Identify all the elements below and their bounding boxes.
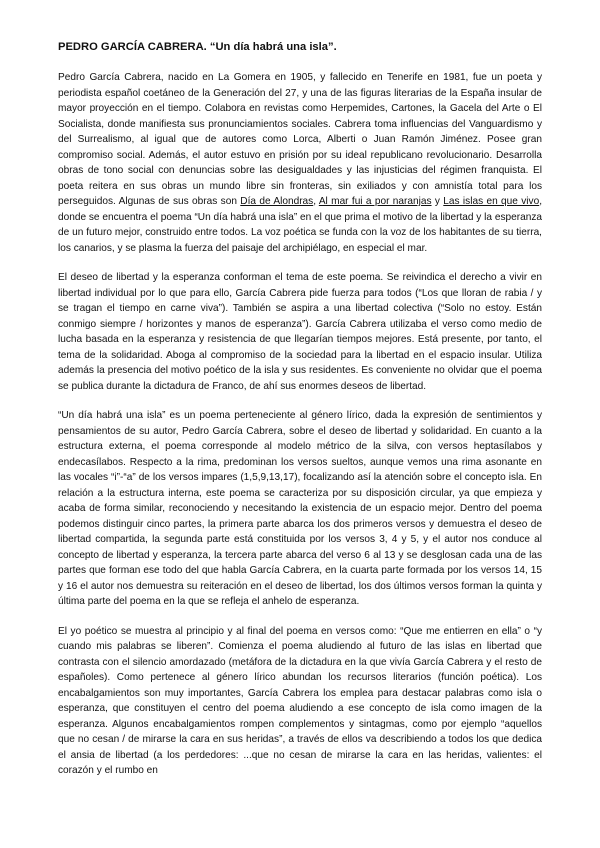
paragraph-biography-text: Pedro García Cabrera, nacido en La Gomera en 1905, y fallecido en Tenerife en 1981, fue un poeta y periodista español coetáneo de la Generación del 27, y una de las figuras literarias de la España insular de mayor proyección en el tiempo. Colabora en revistas como Herpemides, Cartones, la Gacela del Arte o El Socialista, donde manifiesta sus pronunciamientos sociales. Cabrera toma influencias del Vanguardismo y del Surrealismo, al igual que de autores como Lorca, Alberti o Juan Ramón Jiménez. Posee gran compromiso social. Además, el autor estuvo en prisión por su ideal republicano revolucionario. Desarrolla obras de tono social con denuncias sobre las desigualdades y las injusticias del régimen franquista. El poeta reitera en sus obras un mundo libre sin fronteras, sin exiliados y con amnistía total para los perseguidos. Algunas de sus obras son [58, 72, 542, 207]
paragraph-poetic-voice: El yo poético se muestra al principio y al final del poema en versos como: “Que me entierren en ella” o “y cuando mis palabras se liberen”. Comienza el poema aludiendo al futuro de las islas en libertad que contrasta con el silencio amordazado (metáfora de la dictadura en la que vivía García Cabrera y el resto de españoles). Como pertenece al género lírico abundan los recursos literarios (función poética). Los encabalgamientos son muy importantes, García Cabrera los emplea para destacar palabras como isla o esperanza, que constituyen el centro del poema aludiendo a ese concepto de isla como imagen de la esperanza. Algunos encabalgamientos rompen complementos y sintagmas, como por ejemplo “aquellos que no cesan / de mirarse la cara en sus heridas”, a través de ellos va describiendo a todos los que dedica el ansia de libertad (a los perdedores: ...que no cesan de mirarse la cara en las heridas, valientes: el corazón y el rumbo en [58, 625, 542, 776]
paragraph-biography-text-end: , donde se encuentra el poema “Un día habrá una isla” en el que prima el motivo de la libertad y la esperanza de un futuro mejor, construido entre todos. La voz poética se funda con la voz de los habitantes de su tierra, los canarios, y se plasma la fuerza del paisaje del archipiélago, en especial el mar. [58, 196, 543, 254]
work-link-al-mar-fui-a-por-naranjas[interactable]: Al mar fui a por naranjas [318, 196, 432, 207]
separator: , [313, 196, 319, 207]
document-title: PEDRO GARCÍA CABRERA. “Un día habrá una isla”. [58, 41, 337, 53]
separator: y [431, 196, 444, 207]
paragraph-biography [58, 70, 542, 256]
work-link-dia-de-alondras[interactable]: Día de Alondras [240, 196, 314, 207]
paragraph-theme: El deseo de libertad y la esperanza conforman el tema de este poema. Se reivindica el derecho a vivir en libertad individual por lo que para ello, García Cabrera pide fuerza para todos (“Los que lloran de rabia / y se tragan el tiempo en carne viva”). También se aspira a una libertad colectiva (“Solo no estoy. Están conmigo siempre / horizontes y manos de esperanza”). García Cabrera utilizaba el verso como medio de lucha basada en la esperanza y resistencia de que llegarían tiempos mejores. Está presente, por tanto, el tema de la solidaridad. Aboga al compromiso de la sociedad para la libertad en el espacio insular. Utiliza además la presencia del motivo poético de la isla y sus residentes. Es conveniente no olvidar que el poema se publica durante la dictadura de Franco, de ahí sus enormes deseos de libertad. [58, 272, 542, 392]
work-link-las-islas-en-que-vivo[interactable]: Las islas en que vivo [443, 196, 540, 207]
paragraph-structure: “Un día habrá una isla” es un poema perteneciente al género lírico, dada la expresión de sentimientos y pensamientos de su autor, Pedro García Cabrera, sobre el deseo de libertad y solidaridad. En cuanto a la estructura externa, el poema corresponde al modelo métrico de la silva, con versos heptasílabos y endecasílabos. Respecto a la rima, predominan los versos sueltos, aunque vemos una rima asonante en las vocales “i”-“a” de los versos impares (1,5,9,13,17), focalizando así la atención sobre el concepto isla. En relación a la estructura interna, este poema se caracteriza por su disposición circular, ya que empieza y acaba de forma similar, reconociendo y necesitando la existencia de un espacio mejor. Dentro del poema podemos distinguir cinco partes, la primera parte abarca los dos primeros versos y demuestra el deseo de libertad compartida, la segunda parte está constituida por los versos 3, 4 y 5, y el autor nos conduce al concepto de libertad y esperanza, la tercera parte abarca del verso 6 al 13 y se desglosan cada una de las partes que forman ese todo del que habla García Cabrera, en la cuarta parte formada por los versos 14, 15 y 16 el autor nos demuestra su reiteración en el deseo de libertad, los dos últimos versos forman la quinta y última parte del poema en la que se refleja el anhelo de esperanza. [58, 410, 542, 607]
